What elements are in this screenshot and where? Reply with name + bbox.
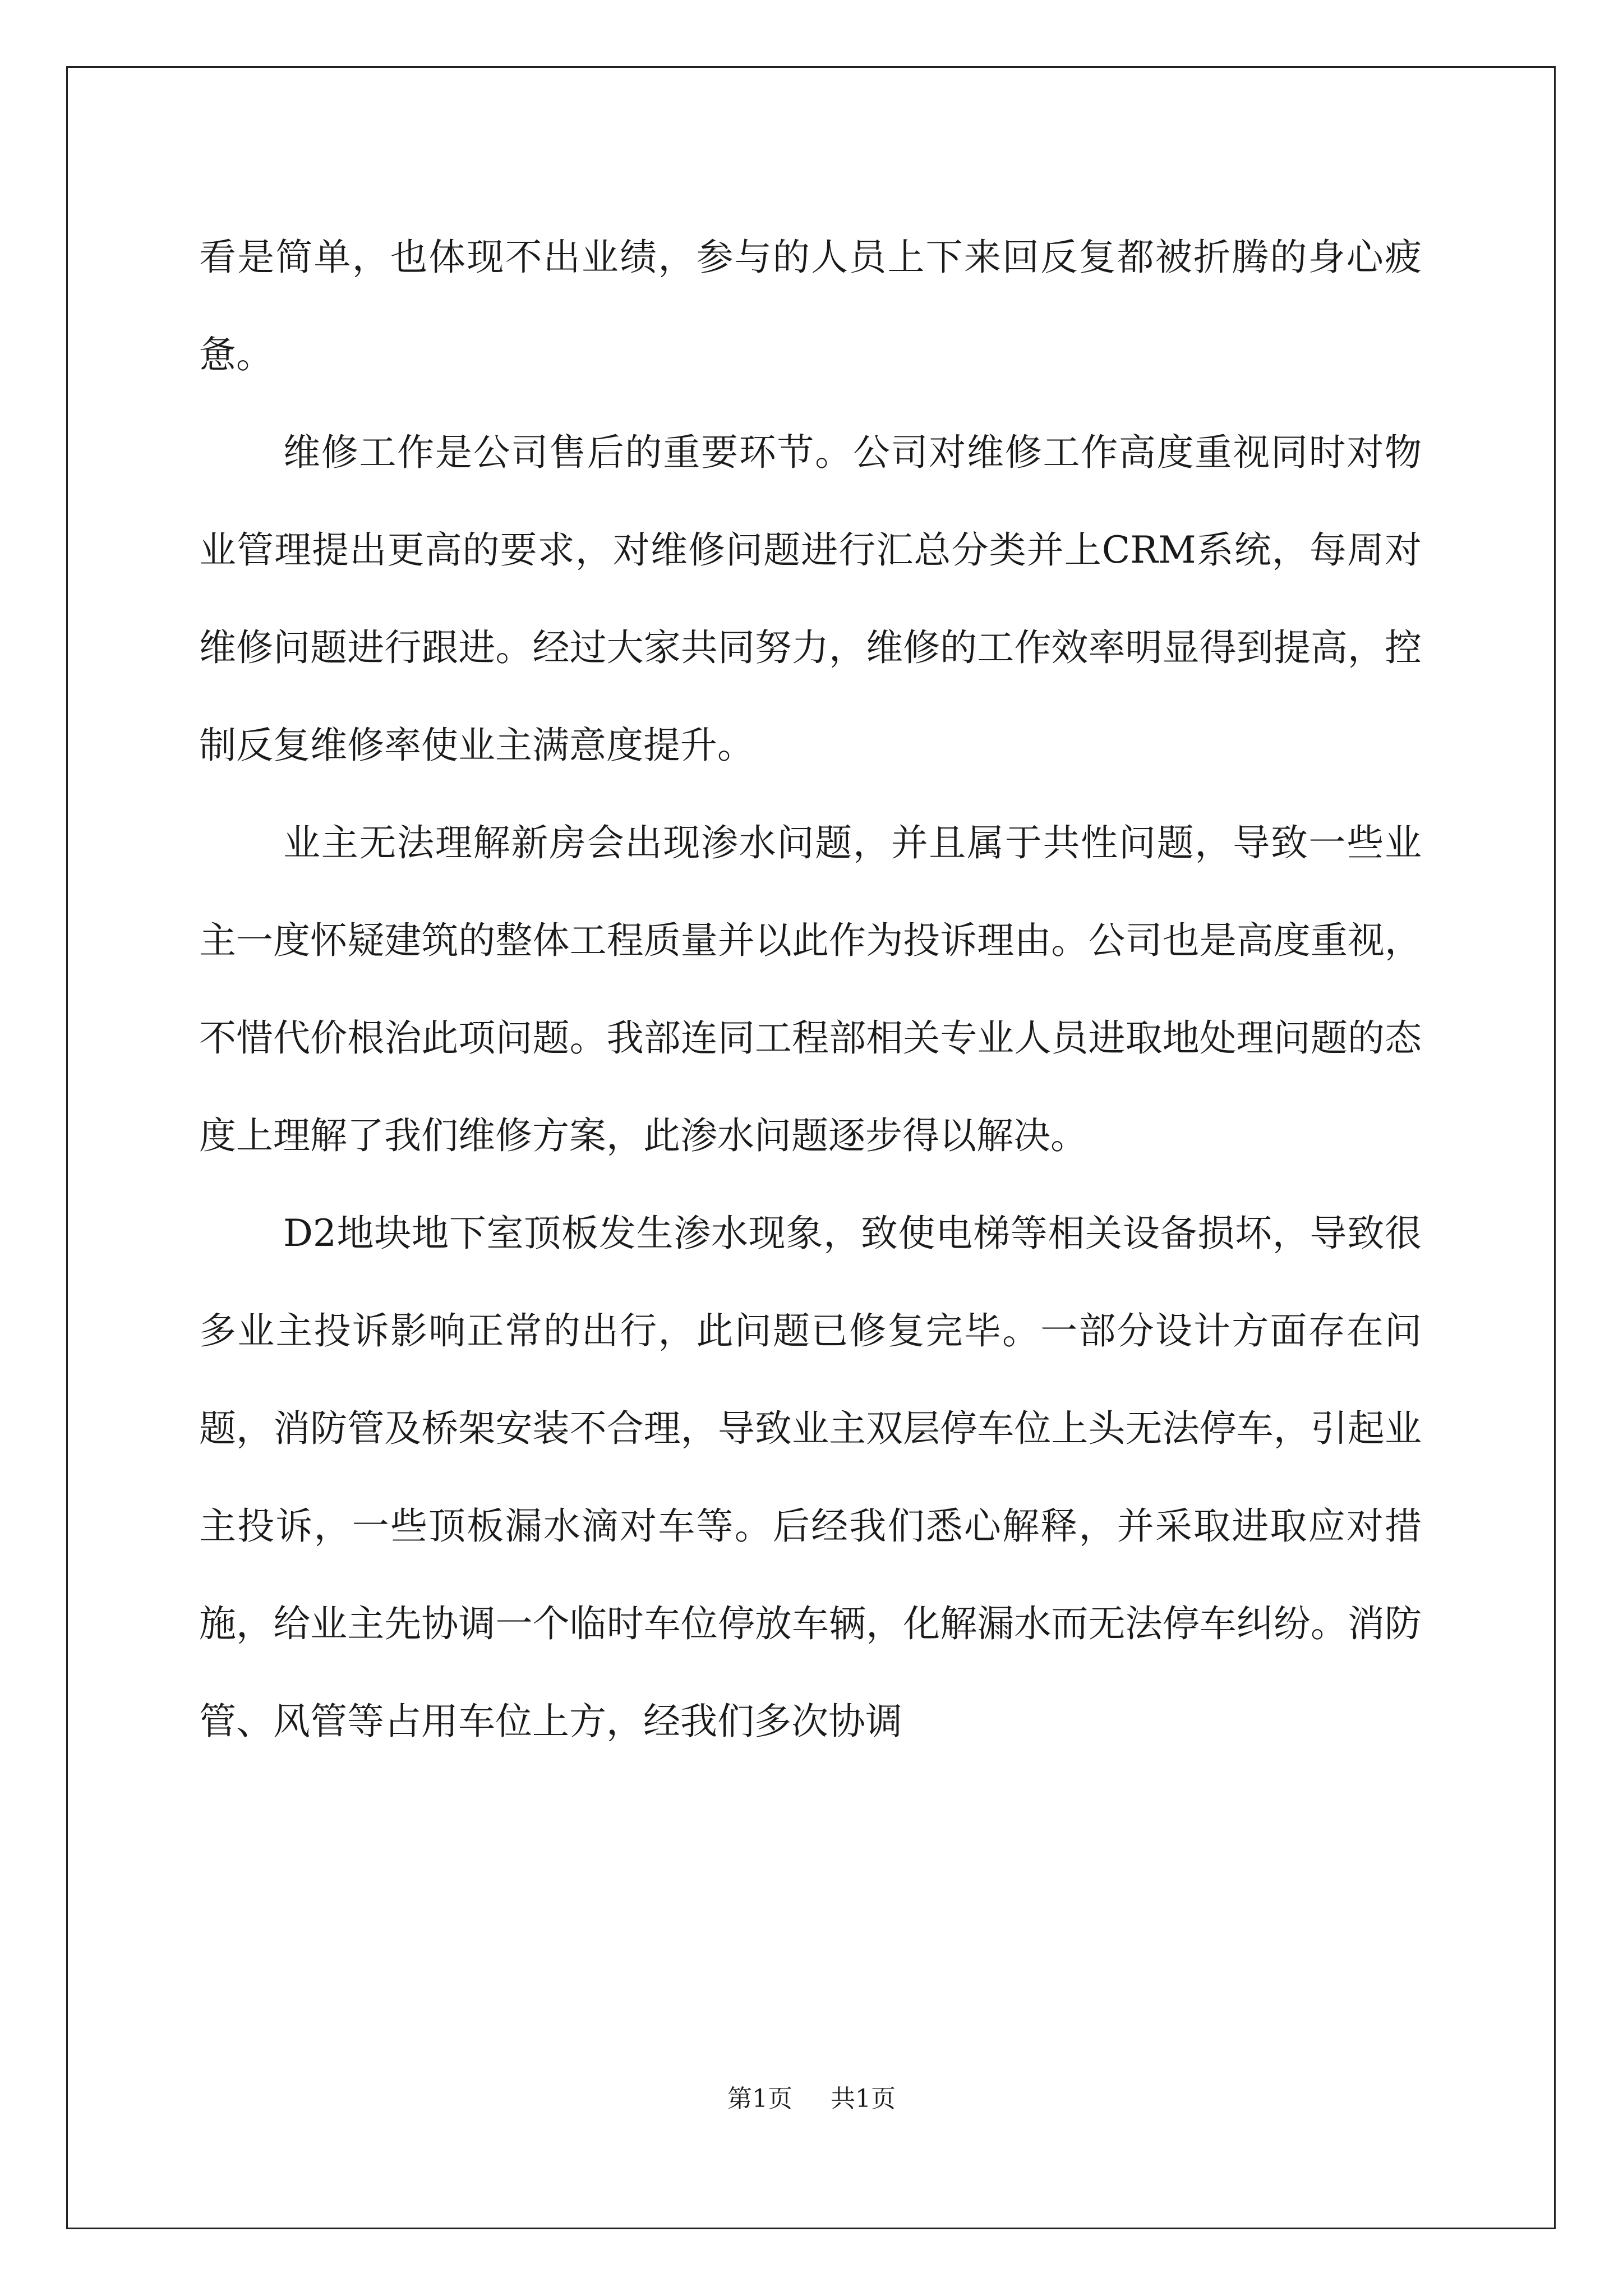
paragraph-2: 维修工作是公司售后的重要环节。公司对维修工作高度重视同时对物业管理提出更高的要求，对维修问题进行汇总分类并上CRM系统，每周对维修问题进行跟进。经过大家共同努力，维修的工作效率明显得到提高，控制反复维修率使业主满意度提升。: [199, 431, 1422, 767]
paragraph-4: D2地块地下室顶板发生渗水现象，致使电梯等相关设备损坏，导致很多业主投诉影响正常的出行，此问题已修复完毕。一部分设计方面存在问题，消防管及桥架安装不合理，导致业主双层停车位上头无法停车，引起业主投诉，一些顶板漏水滴对车等。后经我们悉心解释，并采取进取应对措施，给业主先协调一个临时车位停放车辆，化解漏水而无法停车纠纷。消防管、风管等占用车位上方，经我们多次协调: [199, 1212, 1422, 1743]
paragraph-1: 看是简单，也体现不出业绩，参与的人员上下来回反复都被折腾的身心疲惫。: [199, 236, 1422, 376]
document-body: [199, 209, 1422, 1770]
page-footer: [0, 2082, 1623, 2116]
paragraph-3: 业主无法理解新房会出现渗水问题，并且属于共性问题，导致一些业主一度怀疑建筑的整体工程质量并以此作为投诉理由。公司也是高度重视，不惜代价根治此项问题。我部连同工程部相关专业人员进取地处理问题的态度上理解了我们维修方案，此渗水问题逐步得以解决。: [199, 821, 1422, 1157]
page-total: 共1页: [831, 2085, 896, 2113]
page-number: 第1页: [727, 2085, 792, 2113]
